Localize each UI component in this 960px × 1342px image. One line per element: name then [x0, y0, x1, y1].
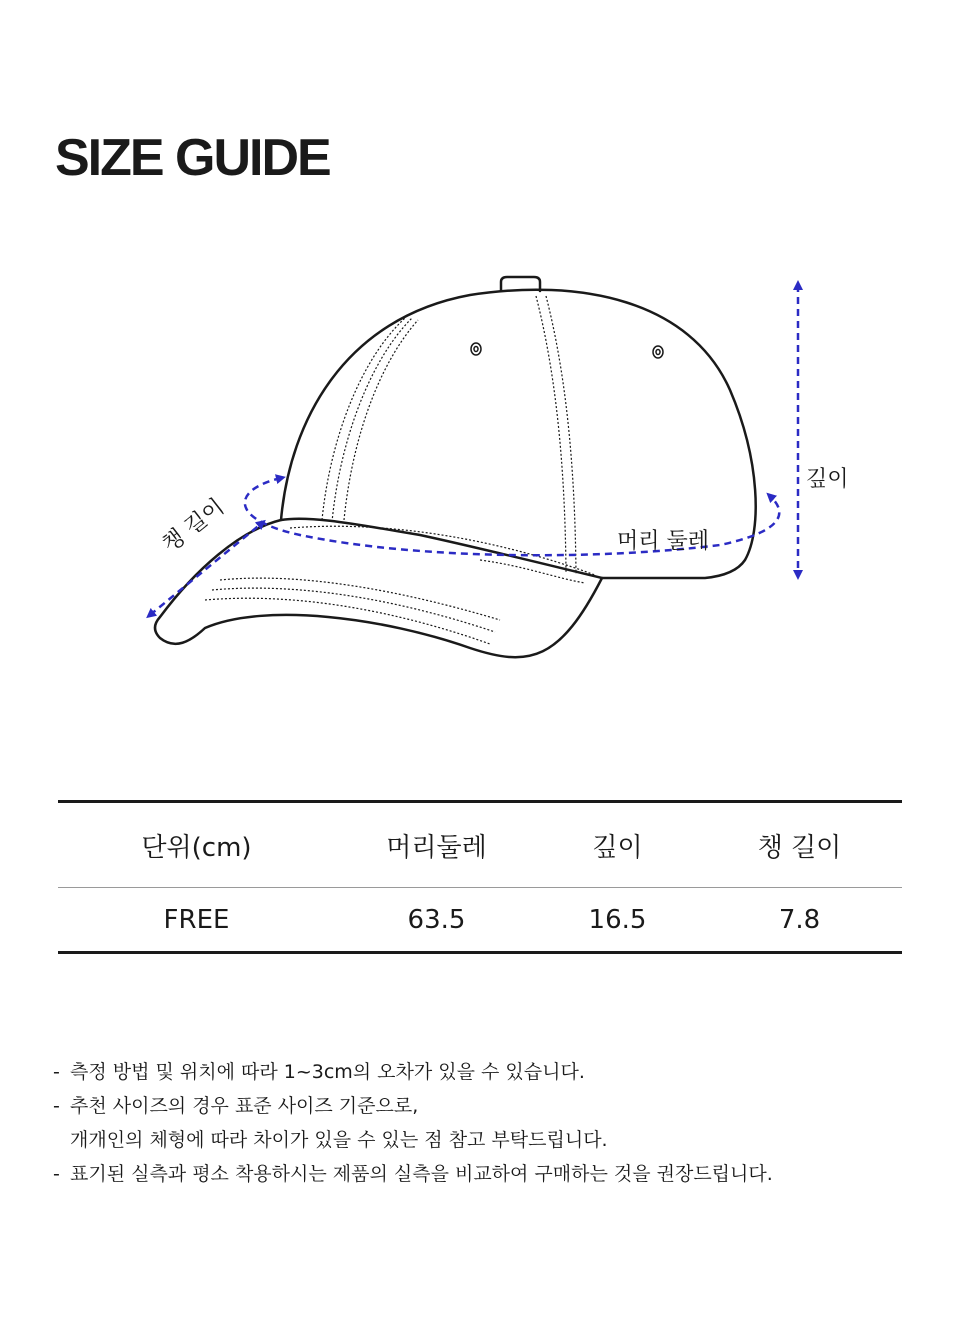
cell-head-circumference: 63.5 — [407, 904, 466, 935]
cell-depth: 16.5 — [588, 904, 647, 935]
depth-label: 깊이 — [806, 467, 849, 492]
note-bullet: - — [53, 1095, 60, 1117]
note-item — [53, 1089, 913, 1157]
note-text: 측정 방법 및 위치에 따라 1~3cm의 오차가 있을 수 있습니다. — [70, 1061, 585, 1083]
header-unit: 단위(cm) — [58, 802, 335, 888]
cell-brim-length: 7.8 — [778, 904, 821, 935]
header-head-circumference: 머리둘레 — [335, 802, 538, 888]
note-bullet: - — [53, 1061, 60, 1083]
header-brim-length: 챙 길이 — [697, 802, 902, 888]
page-title: SIZE GUIDE — [55, 129, 330, 187]
note-text: 표기된 실측과 평소 착용하시는 제품의 실측을 비교하여 구매하는 것을 권장드립니다. — [70, 1163, 773, 1185]
cap-eyelets — [471, 343, 663, 358]
table-row — [58, 888, 902, 953]
size-table — [58, 800, 902, 954]
header-depth: 깊이 — [538, 802, 697, 888]
table-header-row — [58, 802, 902, 888]
note-item — [53, 1055, 913, 1089]
note-text: 추천 사이즈의 경우 표준 사이즈 기준으로, — [70, 1095, 419, 1117]
head-circumference-label: 머리 둘레 — [617, 529, 710, 554]
cap-stitching — [205, 296, 595, 644]
note-bullet: - — [53, 1163, 60, 1185]
cell-size: FREE — [163, 904, 230, 935]
notes-list — [53, 1055, 913, 1191]
note-text: 개개인의 체형에 따라 차이가 있을 수 있는 점 참고 부탁드립니다. — [70, 1129, 608, 1151]
cap-outline — [155, 277, 756, 657]
cap-brim — [155, 519, 602, 658]
note-item — [53, 1157, 913, 1191]
brim-length-label: 챙 길이 — [158, 494, 230, 558]
